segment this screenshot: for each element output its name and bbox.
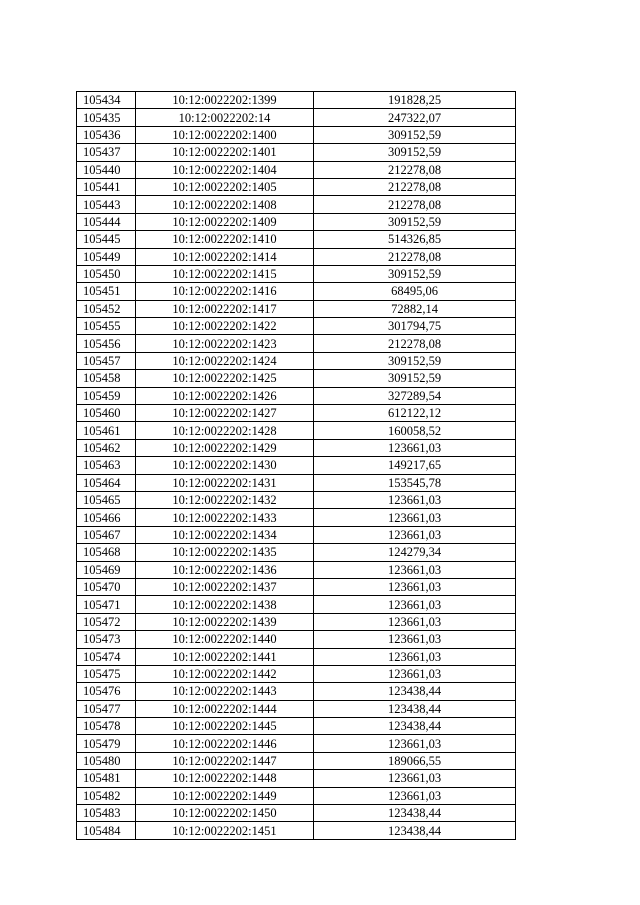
table-row [77,544,516,561]
table-row [77,300,516,317]
row-id-cell: 105444 [77,213,136,230]
row-id-cell: 105463 [77,457,136,474]
table-row [77,596,516,613]
cadastral-number-cell: 10:12:0022202:1424 [136,352,314,369]
row-id-cell: 105456 [77,335,136,352]
amount-cell: 212278,08 [314,161,516,178]
amount-cell: 247322,07 [314,109,516,126]
amount-cell: 124279,34 [314,544,516,561]
row-id-cell: 105443 [77,196,136,213]
row-id-cell: 105482 [77,787,136,804]
row-id-cell: 105484 [77,822,136,839]
amount-cell: 149217,65 [314,457,516,474]
row-id-cell: 105473 [77,631,136,648]
table-row [77,578,516,595]
amount-cell: 123438,44 [314,700,516,717]
row-id-cell: 105468 [77,544,136,561]
amount-cell: 123661,03 [314,613,516,630]
table-row [77,683,516,700]
table-row [77,752,516,769]
amount-cell: 123661,03 [314,561,516,578]
cadastral-number-cell: 10:12:0022202:1451 [136,822,314,839]
table-row [77,613,516,630]
row-id-cell: 105470 [77,578,136,595]
cadastral-number-cell: 10:12:0022202:1445 [136,718,314,735]
table-row [77,196,516,213]
cadastral-number-cell: 10:12:0022202:1443 [136,683,314,700]
cadastral-number-cell: 10:12:0022202:1440 [136,631,314,648]
row-id-cell: 105477 [77,700,136,717]
row-id-cell: 105441 [77,178,136,195]
cadastral-number-cell: 10:12:0022202:1444 [136,700,314,717]
cadastral-number-cell: 10:12:0022202:1434 [136,526,314,543]
amount-cell: 123438,44 [314,718,516,735]
table-row [77,283,516,300]
cadastral-number-cell: 10:12:0022202:1430 [136,457,314,474]
row-id-cell: 105479 [77,735,136,752]
row-id-cell: 105458 [77,370,136,387]
cadastral-number-cell: 10:12:0022202:1447 [136,752,314,769]
table-row [77,213,516,230]
cadastral-number-cell: 10:12:0022202:1399 [136,92,314,109]
amount-cell: 327289,54 [314,387,516,404]
table-row [77,265,516,282]
amount-cell: 212278,08 [314,335,516,352]
cadastral-number-cell: 10:12:0022202:1401 [136,144,314,161]
table-row [77,109,516,126]
row-id-cell: 105478 [77,718,136,735]
row-id-cell: 105464 [77,474,136,491]
row-id-cell: 105474 [77,648,136,665]
amount-cell: 123438,44 [314,683,516,700]
amount-cell: 123661,03 [314,491,516,508]
row-id-cell: 105469 [77,561,136,578]
cadastral-number-cell: 10:12:0022202:1400 [136,126,314,143]
cadastral-number-cell: 10:12:0022202:1442 [136,665,314,682]
cadastral-number-cell: 10:12:0022202:1404 [136,161,314,178]
amount-cell: 189066,55 [314,752,516,769]
amount-cell: 301794,75 [314,318,516,335]
table-row [77,144,516,161]
row-id-cell: 105471 [77,596,136,613]
data-table [76,91,516,840]
cadastral-number-cell: 10:12:0022202:1437 [136,578,314,595]
table-row [77,439,516,456]
row-id-cell: 105436 [77,126,136,143]
cadastral-number-cell: 10:12:0022202:1414 [136,248,314,265]
row-id-cell: 105462 [77,439,136,456]
amount-cell: 309152,59 [314,144,516,161]
cadastral-number-cell: 10:12:0022202:1425 [136,370,314,387]
amount-cell: 212278,08 [314,196,516,213]
table-row [77,126,516,143]
cadastral-number-cell: 10:12:0022202:1423 [136,335,314,352]
row-id-cell: 105460 [77,405,136,422]
table-row [77,700,516,717]
table-row [77,405,516,422]
table-row [77,648,516,665]
amount-cell: 72882,14 [314,300,516,317]
amount-cell: 612122,12 [314,405,516,422]
amount-cell: 514326,85 [314,231,516,248]
amount-cell: 123661,03 [314,665,516,682]
cadastral-number-cell: 10:12:0022202:1422 [136,318,314,335]
cadastral-number-cell: 10:12:0022202:1450 [136,805,314,822]
table-row [77,335,516,352]
cadastral-number-cell: 10:12:0022202:1429 [136,439,314,456]
amount-cell: 123661,03 [314,526,516,543]
table-row [77,509,516,526]
row-id-cell: 105440 [77,161,136,178]
row-id-cell: 105445 [77,231,136,248]
table-row [77,231,516,248]
row-id-cell: 105449 [77,248,136,265]
row-id-cell: 105437 [77,144,136,161]
table-row [77,491,516,508]
table-row [77,718,516,735]
amount-cell: 123661,03 [314,648,516,665]
cadastral-number-cell: 10:12:0022202:1428 [136,422,314,439]
amount-cell: 309152,59 [314,265,516,282]
row-id-cell: 105435 [77,109,136,126]
table-row [77,561,516,578]
cadastral-number-cell: 10:12:0022202:1439 [136,613,314,630]
table-row [77,770,516,787]
amount-cell: 123661,03 [314,578,516,595]
cadastral-number-cell: 10:12:0022202:1435 [136,544,314,561]
row-id-cell: 105451 [77,283,136,300]
cadastral-number-cell: 10:12:0022202:1436 [136,561,314,578]
table-row [77,387,516,404]
row-id-cell: 105455 [77,318,136,335]
table-row [77,822,516,839]
amount-cell: 309152,59 [314,213,516,230]
cadastral-number-cell: 10:12:0022202:1417 [136,300,314,317]
amount-cell: 123661,03 [314,735,516,752]
amount-cell: 123661,03 [314,631,516,648]
cadastral-number-cell: 10:12:0022202:1433 [136,509,314,526]
cadastral-number-cell: 10:12:0022202:1416 [136,283,314,300]
amount-cell: 123438,44 [314,822,516,839]
row-id-cell: 105434 [77,92,136,109]
amount-cell: 68495,06 [314,283,516,300]
table-row [77,735,516,752]
table-row [77,665,516,682]
table-row [77,370,516,387]
amount-cell: 123661,03 [314,770,516,787]
cadastral-number-cell: 10:12:0022202:1441 [136,648,314,665]
cadastral-number-cell: 10:12:0022202:1405 [136,178,314,195]
table-row [77,474,516,491]
table-row [77,248,516,265]
amount-cell: 191828,25 [314,92,516,109]
amount-cell: 123438,44 [314,805,516,822]
cadastral-number-cell: 10:12:0022202:1449 [136,787,314,804]
row-id-cell: 105481 [77,770,136,787]
amount-cell: 212278,08 [314,248,516,265]
row-id-cell: 105459 [77,387,136,404]
row-id-cell: 105457 [77,352,136,369]
cadastral-number-cell: 10:12:0022202:1438 [136,596,314,613]
amount-cell: 123661,03 [314,439,516,456]
cadastral-number-cell: 10:12:0022202:14 [136,109,314,126]
table-row [77,787,516,804]
row-id-cell: 105483 [77,805,136,822]
amount-cell: 123661,03 [314,596,516,613]
row-id-cell: 105476 [77,683,136,700]
cadastral-number-cell: 10:12:0022202:1409 [136,213,314,230]
cadastral-number-cell: 10:12:0022202:1427 [136,405,314,422]
row-id-cell: 105472 [77,613,136,630]
table-row [77,457,516,474]
table-row [77,318,516,335]
row-id-cell: 105475 [77,665,136,682]
cadastral-number-cell: 10:12:0022202:1431 [136,474,314,491]
table-row [77,178,516,195]
amount-cell: 309152,59 [314,352,516,369]
table-row [77,92,516,109]
cadastral-number-cell: 10:12:0022202:1415 [136,265,314,282]
cadastral-number-cell: 10:12:0022202:1408 [136,196,314,213]
cadastral-number-cell: 10:12:0022202:1426 [136,387,314,404]
amount-cell: 123661,03 [314,787,516,804]
table-row [77,352,516,369]
cadastral-number-cell: 10:12:0022202:1410 [136,231,314,248]
table-row [77,805,516,822]
cadastral-number-cell: 10:12:0022202:1448 [136,770,314,787]
amount-cell: 153545,78 [314,474,516,491]
table-row [77,631,516,648]
cadastral-number-cell: 10:12:0022202:1432 [136,491,314,508]
amount-cell: 160058,52 [314,422,516,439]
table-row [77,526,516,543]
amount-cell: 212278,08 [314,178,516,195]
table-row [77,161,516,178]
row-id-cell: 105465 [77,491,136,508]
amount-cell: 309152,59 [314,370,516,387]
table-row [77,422,516,439]
row-id-cell: 105452 [77,300,136,317]
row-id-cell: 105467 [77,526,136,543]
table-body [77,92,516,840]
cadastral-number-cell: 10:12:0022202:1446 [136,735,314,752]
row-id-cell: 105480 [77,752,136,769]
row-id-cell: 105461 [77,422,136,439]
row-id-cell: 105466 [77,509,136,526]
row-id-cell: 105450 [77,265,136,282]
amount-cell: 309152,59 [314,126,516,143]
amount-cell: 123661,03 [314,509,516,526]
